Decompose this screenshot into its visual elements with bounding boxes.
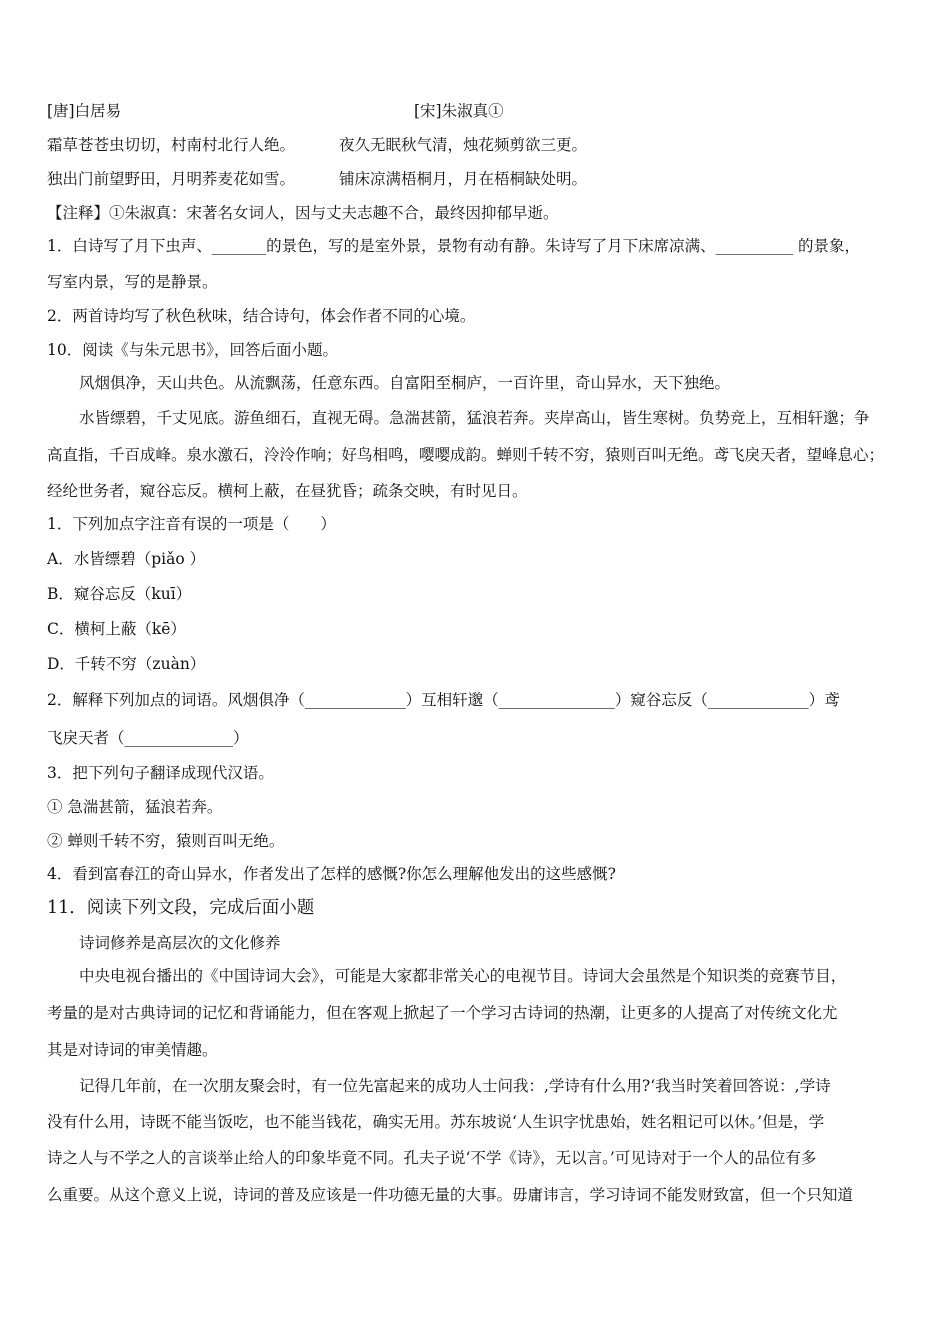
option-d: D．千转不穷（zuàn） [47, 655, 206, 673]
passage-line: 高直指，千百成峰。泉水激石，泠泠作响；好鸟相鸣，嘤嘤成韵。蝉则千转不穷，猿则百叫无绝。鸢飞戾天者，望峰息心； [47, 446, 885, 464]
sentence-item: ① 急湍甚箭，猛浪若奔。 [47, 798, 223, 816]
option-b: B．窥谷忘反（kuī） [47, 585, 192, 603]
poem-right-author: [宋]朱淑真① [414, 102, 504, 120]
passage-line: 考量的是对古典诗词的记忆和背诵能力，但在客观上掀起了一个学习古诗词的热潮，让更多的人提高了对传统文化尤 [47, 1004, 838, 1022]
article-heading: 诗词修养是高层次的文化修养 [79, 934, 281, 952]
passage-line: 水皆缥碧，千丈见底。游鱼细石，直视无碍。急湍甚箭，猛浪若奔。夹岸高山，皆生寒树。负势竞上，互相轩邈；争 [79, 409, 870, 427]
poem-left-line: 霜草苍苍虫切切，村南村北行人绝。 [47, 136, 296, 154]
passage-line: 其是对诗词的审美情趣。 [47, 1041, 218, 1059]
section-title: 10．阅读《与朱元思书》，回答后面小题。 [47, 341, 338, 359]
question-text: 1．白诗写了月下虫声、_______的景色，写的是室外景，景物有动有静。朱诗写了月下床席凉满、__________ 的景象， [47, 237, 861, 255]
question-text: 飞戾天者（______________） [47, 729, 249, 747]
poem-right-line: 夜久无眠秋气清，烛花频剪欲三更。 [339, 136, 588, 154]
poem-note: 【注释】①朱淑真：宋著名女词人，因与丈夫志趣不合，最终因抑郁早逝。 [47, 204, 559, 222]
option-c: C．横柯上蔽（kē） [47, 620, 186, 638]
question-text: 2．两首诗均写了秋色秋味，结合诗句，体会作者不同的心境。 [47, 307, 476, 325]
passage-line: 没有什么用，诗既不能当饭吃，也不能当钱花，确实无用。苏东坡说‘人生识字忧患始，姓名粗记可以休。’但是，学 [47, 1113, 825, 1131]
passage-line: 中央电视台播出的《中国诗词大会》，可能是大家都非常关心的电视节目。诗词大会虽然是个知识类的竞赛节目， [79, 967, 847, 985]
passage-line: 么重要。从这个意义上说，诗词的普及应该是一件功德无量的大事。毋庸讳言，学习诗词不能发财致富，但一个只知道 [47, 1186, 854, 1204]
question-text: 写室内景，写的是静景。 [47, 273, 218, 291]
option-a: A．水皆缥碧（piǎo ） [47, 550, 206, 568]
passage-line: 记得几年前，在一次朋友聚会时，有一位先富起来的成功人士问我：,学诗有什么用?‘我当时笑着回答说：,学诗 [79, 1077, 831, 1095]
passage-line: 风烟俱净，天山共色。从流飘荡，任意东西。自富阳至桐庐，一百许里，奇山异水，天下独绝。 [79, 374, 731, 392]
passage-line: 经纶世务者，窥谷忘反。横柯上蔽，在昼犹昏；疏条交映，有时见日。 [47, 482, 528, 500]
poem-right-line: 铺床凉满梧桐月，月在梧桐缺处明。 [339, 170, 588, 188]
question-text: 1．下列加点字注音有误的一项是（ ） [47, 515, 336, 533]
poem-left-line: 独出门前望野田，月明荞麦花如雪。 [47, 170, 296, 188]
section-title: 11．阅读下列文段，完成后面小题 [47, 898, 315, 918]
question-text: 4．看到富春江的奇山异水，作者发出了怎样的感慨?你怎么理解他发出的这些感慨? [47, 865, 616, 883]
question-text: 3．把下列句子翻译成现代汉语。 [47, 764, 274, 782]
sentence-item: ② 蝉则千转不穷，猿则百叫无绝。 [47, 832, 285, 850]
poem-left-author: [唐]白居易 [47, 102, 122, 120]
question-text: 2．解释下列加点的词语。风烟俱净（_____________）互相轩邈（_______________）窥谷忘反（_____________）鸢 [47, 691, 840, 709]
passage-line: 诗之人与不学之人的言谈举止给人的印象毕竟不同。孔夫子说‘不学《诗》，无以言。’可见诗对于一个人的品位有多 [47, 1149, 817, 1167]
